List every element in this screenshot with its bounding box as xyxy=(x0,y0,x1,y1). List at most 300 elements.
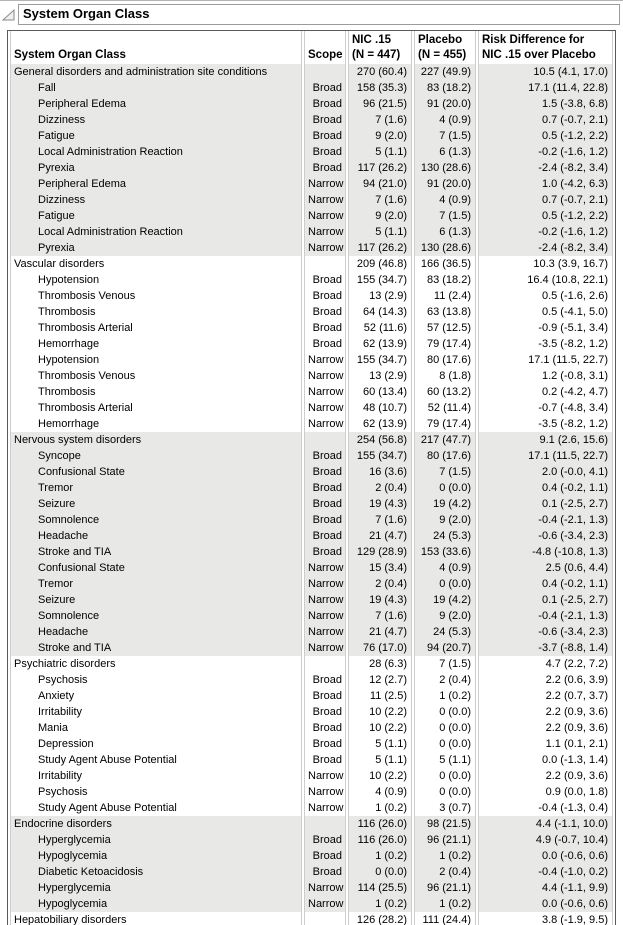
term-row xyxy=(10,544,613,560)
placebo-cell: 2 (0.4) xyxy=(414,864,476,880)
column-header-soc-label: System Organ Class xyxy=(14,49,126,61)
scope-cell: Narrow xyxy=(304,624,346,640)
scope-cell: Broad xyxy=(304,528,346,544)
term-row xyxy=(10,496,613,512)
term-row xyxy=(10,832,613,848)
term-cell: Psychosis xyxy=(10,784,302,800)
risk-cell: -0.4 (-1.3, 0.4) xyxy=(478,800,613,816)
scope-cell: Broad xyxy=(304,688,346,704)
risk-cell: -0.7 (-4.8, 3.4) xyxy=(478,400,613,416)
nic-cell: 19 (4.3) xyxy=(348,592,412,608)
disclosure-triangle-icon[interactable] xyxy=(2,8,16,22)
risk-cell: 1.1 (0.1, 2.1) xyxy=(478,736,613,752)
risk-cell: 2.2 (0.9, 3.6) xyxy=(478,704,613,720)
placebo-cell: 0 (0.0) xyxy=(414,768,476,784)
soc-group-row xyxy=(10,256,613,272)
scope-cell: Narrow xyxy=(304,800,346,816)
nic-cell: 5 (1.1) xyxy=(348,752,412,768)
risk-cell: 4.7 (2.2, 7.2) xyxy=(478,656,613,672)
term-row xyxy=(10,864,613,880)
header-row xyxy=(10,31,613,64)
placebo-cell: 60 (13.2) xyxy=(414,384,476,400)
placebo-cell: 9 (2.0) xyxy=(414,608,476,624)
risk-cell: -0.4 (-2.1, 1.3) xyxy=(478,608,613,624)
scope-cell: Broad xyxy=(304,496,346,512)
risk-cell: 1.5 (-3.8, 6.8) xyxy=(478,96,613,112)
column-header-placebo-line1: Placebo xyxy=(418,34,463,46)
nic-cell: 11 (2.5) xyxy=(348,688,412,704)
nic-cell: 1 (0.2) xyxy=(348,896,412,912)
nic-cell: 52 (11.6) xyxy=(348,320,412,336)
term-cell: Syncope xyxy=(10,448,302,464)
column-header-nic-line1: NIC .15 xyxy=(352,34,391,46)
placebo-cell: 153 (33.6) xyxy=(414,544,476,560)
scope-cell: Narrow xyxy=(304,208,346,224)
term-row xyxy=(10,128,613,144)
scope-cell: Broad xyxy=(304,704,346,720)
soc-group-row xyxy=(10,64,613,80)
term-cell: Hypoglycemia xyxy=(10,848,302,864)
nic-cell: 116 (26.0) xyxy=(348,816,412,832)
term-row xyxy=(10,784,613,800)
term-row xyxy=(10,240,613,256)
placebo-cell: 0 (0.0) xyxy=(414,576,476,592)
risk-cell: 0.0 (-0.6, 0.6) xyxy=(478,848,613,864)
placebo-cell: 7 (1.5) xyxy=(414,464,476,480)
risk-cell: -0.2 (-1.6, 1.2) xyxy=(478,144,613,160)
nic-cell: 2 (0.4) xyxy=(348,576,412,592)
scope-cell: Broad xyxy=(304,512,346,528)
term-row xyxy=(10,896,613,912)
scope-cell: Broad xyxy=(304,80,346,96)
nic-cell: 129 (28.9) xyxy=(348,544,412,560)
placebo-cell: 9 (2.0) xyxy=(414,512,476,528)
term-cell: Fatigue xyxy=(10,208,302,224)
placebo-cell: 0 (0.0) xyxy=(414,736,476,752)
term-row xyxy=(10,416,613,432)
nic-cell: 15 (3.4) xyxy=(348,560,412,576)
term-row xyxy=(10,512,613,528)
scope-cell: Broad xyxy=(304,112,346,128)
term-row xyxy=(10,848,613,864)
term-cell: Confusional State xyxy=(10,560,302,576)
risk-cell: 2.2 (0.7, 3.7) xyxy=(478,688,613,704)
risk-cell: 1.2 (-0.8, 3.1) xyxy=(478,368,613,384)
soc-table-container xyxy=(7,30,616,925)
term-row xyxy=(10,224,613,240)
term-cell: Confusional State xyxy=(10,464,302,480)
column-header-nic-line2: (N = 447) xyxy=(352,49,401,61)
term-row xyxy=(10,144,613,160)
column-header-risk-line2: NIC .15 over Placebo xyxy=(482,49,596,61)
term-row xyxy=(10,480,613,496)
nic-cell: 116 (26.0) xyxy=(348,832,412,848)
placebo-cell: 4 (0.9) xyxy=(414,112,476,128)
nic-cell: 19 (4.3) xyxy=(348,496,412,512)
placebo-cell: 83 (18.2) xyxy=(414,80,476,96)
scope-cell xyxy=(304,432,346,448)
column-header-soc xyxy=(10,31,302,64)
risk-cell: 0.0 (-1.3, 1.4) xyxy=(478,752,613,768)
term-row xyxy=(10,288,613,304)
placebo-cell: 0 (0.0) xyxy=(414,480,476,496)
term-cell: Thrombosis Venous xyxy=(10,368,302,384)
nic-cell: 5 (1.1) xyxy=(348,224,412,240)
placebo-cell: 1 (0.2) xyxy=(414,896,476,912)
scope-cell: Narrow xyxy=(304,384,346,400)
term-row xyxy=(10,176,613,192)
term-row xyxy=(10,736,613,752)
term-cell: Irritability xyxy=(10,768,302,784)
nic-cell: 5 (1.1) xyxy=(348,144,412,160)
risk-cell: 2.2 (0.9, 3.6) xyxy=(478,768,613,784)
nic-cell: 1 (0.2) xyxy=(348,800,412,816)
nic-cell: 155 (34.7) xyxy=(348,272,412,288)
term-cell: Somnolence xyxy=(10,512,302,528)
placebo-cell: 96 (21.1) xyxy=(414,880,476,896)
placebo-cell: 3 (0.7) xyxy=(414,800,476,816)
scope-cell xyxy=(304,816,346,832)
term-row xyxy=(10,800,613,816)
term-cell: Somnolence xyxy=(10,608,302,624)
scope-cell: Narrow xyxy=(304,576,346,592)
risk-cell: -0.9 (-5.1, 3.4) xyxy=(478,320,613,336)
scope-cell: Broad xyxy=(304,96,346,112)
term-row xyxy=(10,96,613,112)
nic-cell: 62 (13.9) xyxy=(348,416,412,432)
nic-cell: 254 (56.8) xyxy=(348,432,412,448)
scope-cell: Broad xyxy=(304,320,346,336)
placebo-cell: 0 (0.0) xyxy=(414,704,476,720)
scope-cell: Narrow xyxy=(304,176,346,192)
placebo-cell: 6 (1.3) xyxy=(414,224,476,240)
scope-cell: Narrow xyxy=(304,416,346,432)
placebo-cell: 0 (0.0) xyxy=(414,784,476,800)
column-header-placebo xyxy=(414,31,476,64)
term-cell: Diabetic Ketoacidosis xyxy=(10,864,302,880)
nic-cell: 48 (10.7) xyxy=(348,400,412,416)
nic-cell: 158 (35.3) xyxy=(348,80,412,96)
term-cell: Seizure xyxy=(10,592,302,608)
placebo-cell: 7 (1.5) xyxy=(414,656,476,672)
term-cell: Hemorrhage xyxy=(10,336,302,352)
risk-cell: 10.3 (3.9, 16.7) xyxy=(478,256,613,272)
risk-cell: -2.4 (-8.2, 3.4) xyxy=(478,160,613,176)
outline-header xyxy=(0,1,623,25)
term-row xyxy=(10,160,613,176)
risk-cell: -2.4 (-8.2, 3.4) xyxy=(478,240,613,256)
risk-cell: 0.5 (-1.2, 2.2) xyxy=(478,208,613,224)
soc-group-row xyxy=(10,432,613,448)
term-row xyxy=(10,336,613,352)
nic-cell: 5 (1.1) xyxy=(348,736,412,752)
risk-cell: 0.1 (-2.5, 2.7) xyxy=(478,496,613,512)
risk-cell: 0.5 (-1.6, 2.6) xyxy=(478,288,613,304)
risk-cell: 0.1 (-2.5, 2.7) xyxy=(478,592,613,608)
nic-cell: 7 (1.6) xyxy=(348,608,412,624)
term-cell: Thrombosis Arterial xyxy=(10,320,302,336)
nic-cell: 13 (2.9) xyxy=(348,368,412,384)
scope-cell: Narrow xyxy=(304,768,346,784)
scope-cell: Broad xyxy=(304,272,346,288)
placebo-cell: 4 (0.9) xyxy=(414,560,476,576)
term-row xyxy=(10,208,613,224)
nic-cell: 96 (21.5) xyxy=(348,96,412,112)
scope-cell: Broad xyxy=(304,480,346,496)
nic-cell: 155 (34.7) xyxy=(348,352,412,368)
term-row xyxy=(10,192,613,208)
placebo-cell: 91 (20.0) xyxy=(414,176,476,192)
scope-cell: Broad xyxy=(304,720,346,736)
term-cell: Psychosis xyxy=(10,672,302,688)
scope-cell: Broad xyxy=(304,128,346,144)
placebo-cell: 227 (49.9) xyxy=(414,64,476,80)
risk-cell: 4.4 (-1.1, 10.0) xyxy=(478,816,613,832)
nic-cell: 0 (0.0) xyxy=(348,864,412,880)
nic-cell: 28 (6.3) xyxy=(348,656,412,672)
scope-cell: Narrow xyxy=(304,240,346,256)
term-row xyxy=(10,272,613,288)
placebo-cell: 96 (21.1) xyxy=(414,832,476,848)
nic-cell: 1 (0.2) xyxy=(348,848,412,864)
risk-cell: 0.5 (-4.1, 5.0) xyxy=(478,304,613,320)
term-row xyxy=(10,352,613,368)
soc-cell: Psychiatric disorders xyxy=(10,656,302,672)
term-cell: Stroke and TIA xyxy=(10,544,302,560)
term-cell: Fatigue xyxy=(10,128,302,144)
term-row xyxy=(10,768,613,784)
placebo-cell: 24 (5.3) xyxy=(414,624,476,640)
term-cell: Stroke and TIA xyxy=(10,640,302,656)
scope-cell: Broad xyxy=(304,544,346,560)
scope-cell: Broad xyxy=(304,144,346,160)
soc-cell: Hepatobiliary disorders xyxy=(10,912,302,925)
scope-cell: Broad xyxy=(304,752,346,768)
outline-title[interactable]: System Organ Class xyxy=(18,4,620,25)
nic-cell: 12 (2.7) xyxy=(348,672,412,688)
scope-cell xyxy=(304,64,346,80)
risk-cell: 0.7 (-0.7, 2.1) xyxy=(478,192,613,208)
risk-cell: -4.8 (-10.8, 1.3) xyxy=(478,544,613,560)
nic-cell: 7 (1.6) xyxy=(348,192,412,208)
placebo-cell: 111 (24.4) xyxy=(414,912,476,925)
risk-cell: 17.1 (11.5, 22.7) xyxy=(478,352,613,368)
nic-cell: 117 (26.2) xyxy=(348,240,412,256)
placebo-cell: 0 (0.0) xyxy=(414,720,476,736)
risk-cell: 0.5 (-1.2, 2.2) xyxy=(478,128,613,144)
term-cell: Thrombosis Arterial xyxy=(10,400,302,416)
nic-cell: 4 (0.9) xyxy=(348,784,412,800)
soc-cell: General disorders and administration site conditions xyxy=(10,64,302,80)
placebo-cell: 19 (4.2) xyxy=(414,496,476,512)
risk-cell: 0.4 (-0.2, 1.1) xyxy=(478,576,613,592)
term-cell: Depression xyxy=(10,736,302,752)
term-row xyxy=(10,688,613,704)
risk-cell: -3.7 (-8.8, 1.4) xyxy=(478,640,613,656)
term-cell: Pyrexia xyxy=(10,160,302,176)
risk-cell: -0.6 (-3.4, 2.3) xyxy=(478,624,613,640)
scope-cell: Broad xyxy=(304,464,346,480)
scope-cell: Broad xyxy=(304,288,346,304)
term-row xyxy=(10,384,613,400)
nic-cell: 2 (0.4) xyxy=(348,480,412,496)
placebo-cell: 79 (17.4) xyxy=(414,336,476,352)
term-row xyxy=(10,592,613,608)
term-cell: Local Administration Reaction xyxy=(10,144,302,160)
scope-cell: Narrow xyxy=(304,896,346,912)
column-header-scope xyxy=(304,31,346,64)
placebo-cell: 4 (0.9) xyxy=(414,192,476,208)
risk-cell: -0.6 (-3.4, 2.3) xyxy=(478,528,613,544)
placebo-cell: 11 (2.4) xyxy=(414,288,476,304)
placebo-cell: 8 (1.8) xyxy=(414,368,476,384)
risk-cell: 9.1 (2.6, 15.6) xyxy=(478,432,613,448)
term-cell: Dizziness xyxy=(10,192,302,208)
term-cell: Thrombosis Venous xyxy=(10,288,302,304)
placebo-cell: 24 (5.3) xyxy=(414,528,476,544)
scope-cell xyxy=(304,912,346,925)
risk-cell: 2.0 (-0.0, 4.1) xyxy=(478,464,613,480)
term-cell: Study Agent Abuse Potential xyxy=(10,752,302,768)
placebo-cell: 57 (12.5) xyxy=(414,320,476,336)
placebo-cell: 1 (0.2) xyxy=(414,848,476,864)
placebo-cell: 5 (1.1) xyxy=(414,752,476,768)
term-row xyxy=(10,448,613,464)
term-row xyxy=(10,752,613,768)
nic-cell: 10 (2.2) xyxy=(348,704,412,720)
nic-cell: 21 (4.7) xyxy=(348,528,412,544)
risk-cell: 17.1 (11.4, 22.8) xyxy=(478,80,613,96)
term-cell: Seizure xyxy=(10,496,302,512)
placebo-cell: 19 (4.2) xyxy=(414,592,476,608)
term-cell: Peripheral Edema xyxy=(10,176,302,192)
nic-cell: 13 (2.9) xyxy=(348,288,412,304)
nic-cell: 155 (34.7) xyxy=(348,448,412,464)
term-cell: Fall xyxy=(10,80,302,96)
nic-cell: 16 (3.6) xyxy=(348,464,412,480)
nic-cell: 117 (26.2) xyxy=(348,160,412,176)
nic-cell: 10 (2.2) xyxy=(348,768,412,784)
term-cell: Hypotension xyxy=(10,272,302,288)
term-row xyxy=(10,304,613,320)
scope-cell: Broad xyxy=(304,672,346,688)
term-cell: Tremor xyxy=(10,480,302,496)
column-header-scope-label: Scope xyxy=(308,49,343,61)
risk-cell: -0.2 (-1.6, 1.2) xyxy=(478,224,613,240)
term-row xyxy=(10,880,613,896)
risk-cell: -0.4 (-1.0, 0.2) xyxy=(478,864,613,880)
risk-cell: 2.5 (0.6, 4.4) xyxy=(478,560,613,576)
term-row xyxy=(10,80,613,96)
scope-cell: Broad xyxy=(304,448,346,464)
placebo-cell: 83 (18.2) xyxy=(414,272,476,288)
nic-cell: 62 (13.9) xyxy=(348,336,412,352)
term-row xyxy=(10,704,613,720)
scope-cell: Broad xyxy=(304,736,346,752)
placebo-cell: 7 (1.5) xyxy=(414,128,476,144)
risk-cell: 2.2 (0.9, 3.6) xyxy=(478,720,613,736)
nic-cell: 7 (1.6) xyxy=(348,112,412,128)
placebo-cell: 63 (13.8) xyxy=(414,304,476,320)
term-row xyxy=(10,720,613,736)
placebo-cell: 94 (20.7) xyxy=(414,640,476,656)
soc-cell: Nervous system disorders xyxy=(10,432,302,448)
placebo-cell: 166 (36.5) xyxy=(414,256,476,272)
term-cell: Hemorrhage xyxy=(10,416,302,432)
scope-cell: Narrow xyxy=(304,784,346,800)
placebo-cell: 130 (28.6) xyxy=(414,240,476,256)
term-row xyxy=(10,560,613,576)
soc-group-row xyxy=(10,656,613,672)
scope-cell: Narrow xyxy=(304,352,346,368)
term-cell: Hyperglycemia xyxy=(10,832,302,848)
soc-cell: Endocrine disorders xyxy=(10,816,302,832)
nic-cell: 270 (60.4) xyxy=(348,64,412,80)
table-body xyxy=(10,64,613,925)
term-row xyxy=(10,400,613,416)
risk-cell: 17.1 (11.5, 22.7) xyxy=(478,448,613,464)
soc-group-row xyxy=(10,912,613,925)
nic-cell: 114 (25.5) xyxy=(348,880,412,896)
risk-cell: 3.8 (-1.9, 9.5) xyxy=(478,912,613,925)
term-cell: Thrombosis xyxy=(10,384,302,400)
scope-cell: Broad xyxy=(304,160,346,176)
term-cell: Irritability xyxy=(10,704,302,720)
term-row xyxy=(10,320,613,336)
scope-cell: Narrow xyxy=(304,368,346,384)
column-header-risk-line1: Risk Difference for xyxy=(482,34,585,46)
scope-cell: Broad xyxy=(304,848,346,864)
term-row xyxy=(10,608,613,624)
risk-cell: -0.4 (-2.1, 1.3) xyxy=(478,512,613,528)
placebo-cell: 130 (28.6) xyxy=(414,160,476,176)
placebo-cell: 7 (1.5) xyxy=(414,208,476,224)
risk-cell: 0.9 (0.0, 1.8) xyxy=(478,784,613,800)
placebo-cell: 6 (1.3) xyxy=(414,144,476,160)
placebo-cell: 80 (17.6) xyxy=(414,448,476,464)
soc-table xyxy=(8,31,615,925)
placebo-cell: 1 (0.2) xyxy=(414,688,476,704)
term-row xyxy=(10,672,613,688)
term-row xyxy=(10,640,613,656)
term-row xyxy=(10,464,613,480)
risk-cell: -3.5 (-8.2, 1.2) xyxy=(478,336,613,352)
scope-cell: Narrow xyxy=(304,880,346,896)
nic-cell: 64 (14.3) xyxy=(348,304,412,320)
scope-cell: Narrow xyxy=(304,560,346,576)
soc-cell: Vascular disorders xyxy=(10,256,302,272)
column-header-nic xyxy=(348,31,412,64)
term-cell: Headache xyxy=(10,624,302,640)
scope-cell: Narrow xyxy=(304,192,346,208)
term-cell: Anxiety xyxy=(10,688,302,704)
placebo-cell: 52 (11.4) xyxy=(414,400,476,416)
term-cell: Hypoglycemia xyxy=(10,896,302,912)
risk-cell: -3.5 (-8.2, 1.2) xyxy=(478,416,613,432)
term-cell: Hypotension xyxy=(10,352,302,368)
nic-cell: 7 (1.6) xyxy=(348,512,412,528)
scope-cell: Narrow xyxy=(304,608,346,624)
risk-cell: 0.7 (-0.7, 2.1) xyxy=(478,112,613,128)
risk-cell: 0.4 (-0.2, 1.1) xyxy=(478,480,613,496)
risk-cell: 1.0 (-4.2, 6.3) xyxy=(478,176,613,192)
risk-cell: 0.2 (-4.2, 4.7) xyxy=(478,384,613,400)
term-cell: Study Agent Abuse Potential xyxy=(10,800,302,816)
term-cell: Headache xyxy=(10,528,302,544)
scope-cell: Narrow xyxy=(304,592,346,608)
risk-cell: 4.4 (-1.1, 9.9) xyxy=(478,880,613,896)
scope-cell: Broad xyxy=(304,304,346,320)
